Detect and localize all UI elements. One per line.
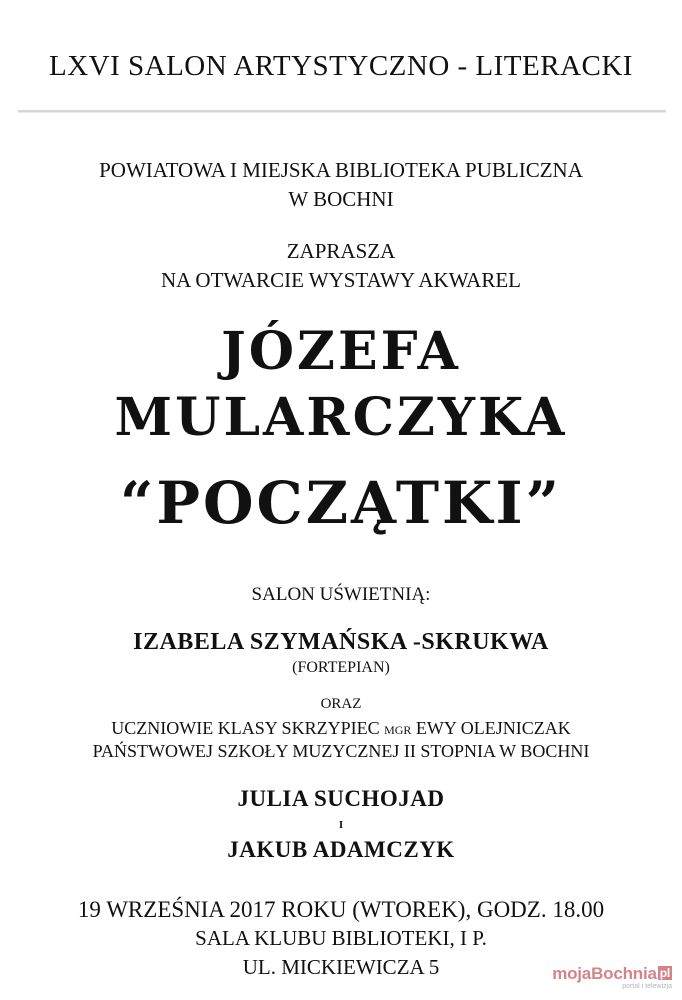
watermark-logo [552,965,672,982]
students-line-1-a: UCZNIOWIE KLASY SKRZYPIEC [111,718,385,738]
students-line-2: PAŃSTWOWEJ SZKOŁY MUZYCZNEJ II STOPNIA W BOCHNI [92,741,590,761]
event-date-time: 19 WRZEŚNIA 2017 ROKU (WTOREK), GODZ. 18.00 [77,897,605,922]
organizer-line-2: W BOCHNI [288,187,394,211]
artist-last-name: MULARCZYKA [114,387,568,448]
performer-2-name: JULIA SUCHOJAD [237,786,445,811]
header-divider [18,110,666,112]
watermark-brand: mojaBochnia [552,964,657,983]
students-line-1 [0,719,682,737]
invitation-line-2: NA OTWARCIE WYSTAWY AKWAREL [160,268,522,292]
performer-3-name: JAKUB ADAMCZYK [227,837,455,862]
artist-first-name: JÓZEFA [221,321,461,382]
organizer-line-1: POWIATOWA I MIEJSKA BIBLIOTEKA PUBLICZNA [99,158,583,182]
exhibition-title: “POCZĄTKI” [120,469,562,537]
performer-1-role: (FORTEPIAN) [292,659,390,676]
site-watermark [552,965,672,990]
performer-1-name: IZABELA SZYMAŃSKA -SKRUKWA [133,629,549,655]
program-conjunction: ORAZ [320,696,362,712]
performers-and: I [338,819,344,831]
watermark-tld: pl [659,966,670,980]
event-venue: SALA KLUBU BIBLIOTEKI, I P. [195,926,487,950]
program-intro: SALON UŚWIETNIĄ: [251,584,431,605]
salon-title: LXVI SALON ARTYSTYCZNO - LITERACKI [49,50,633,82]
students-line-1-b: EWY OLEJNICZAK [411,718,571,738]
students-title-abbrev: MGR [384,723,412,737]
invitation-line-1: ZAPRASZA [286,239,396,263]
event-address: UL. MICKIEWICZA 5 [242,955,440,979]
watermark-tagline: portal i telewizja [622,983,672,990]
